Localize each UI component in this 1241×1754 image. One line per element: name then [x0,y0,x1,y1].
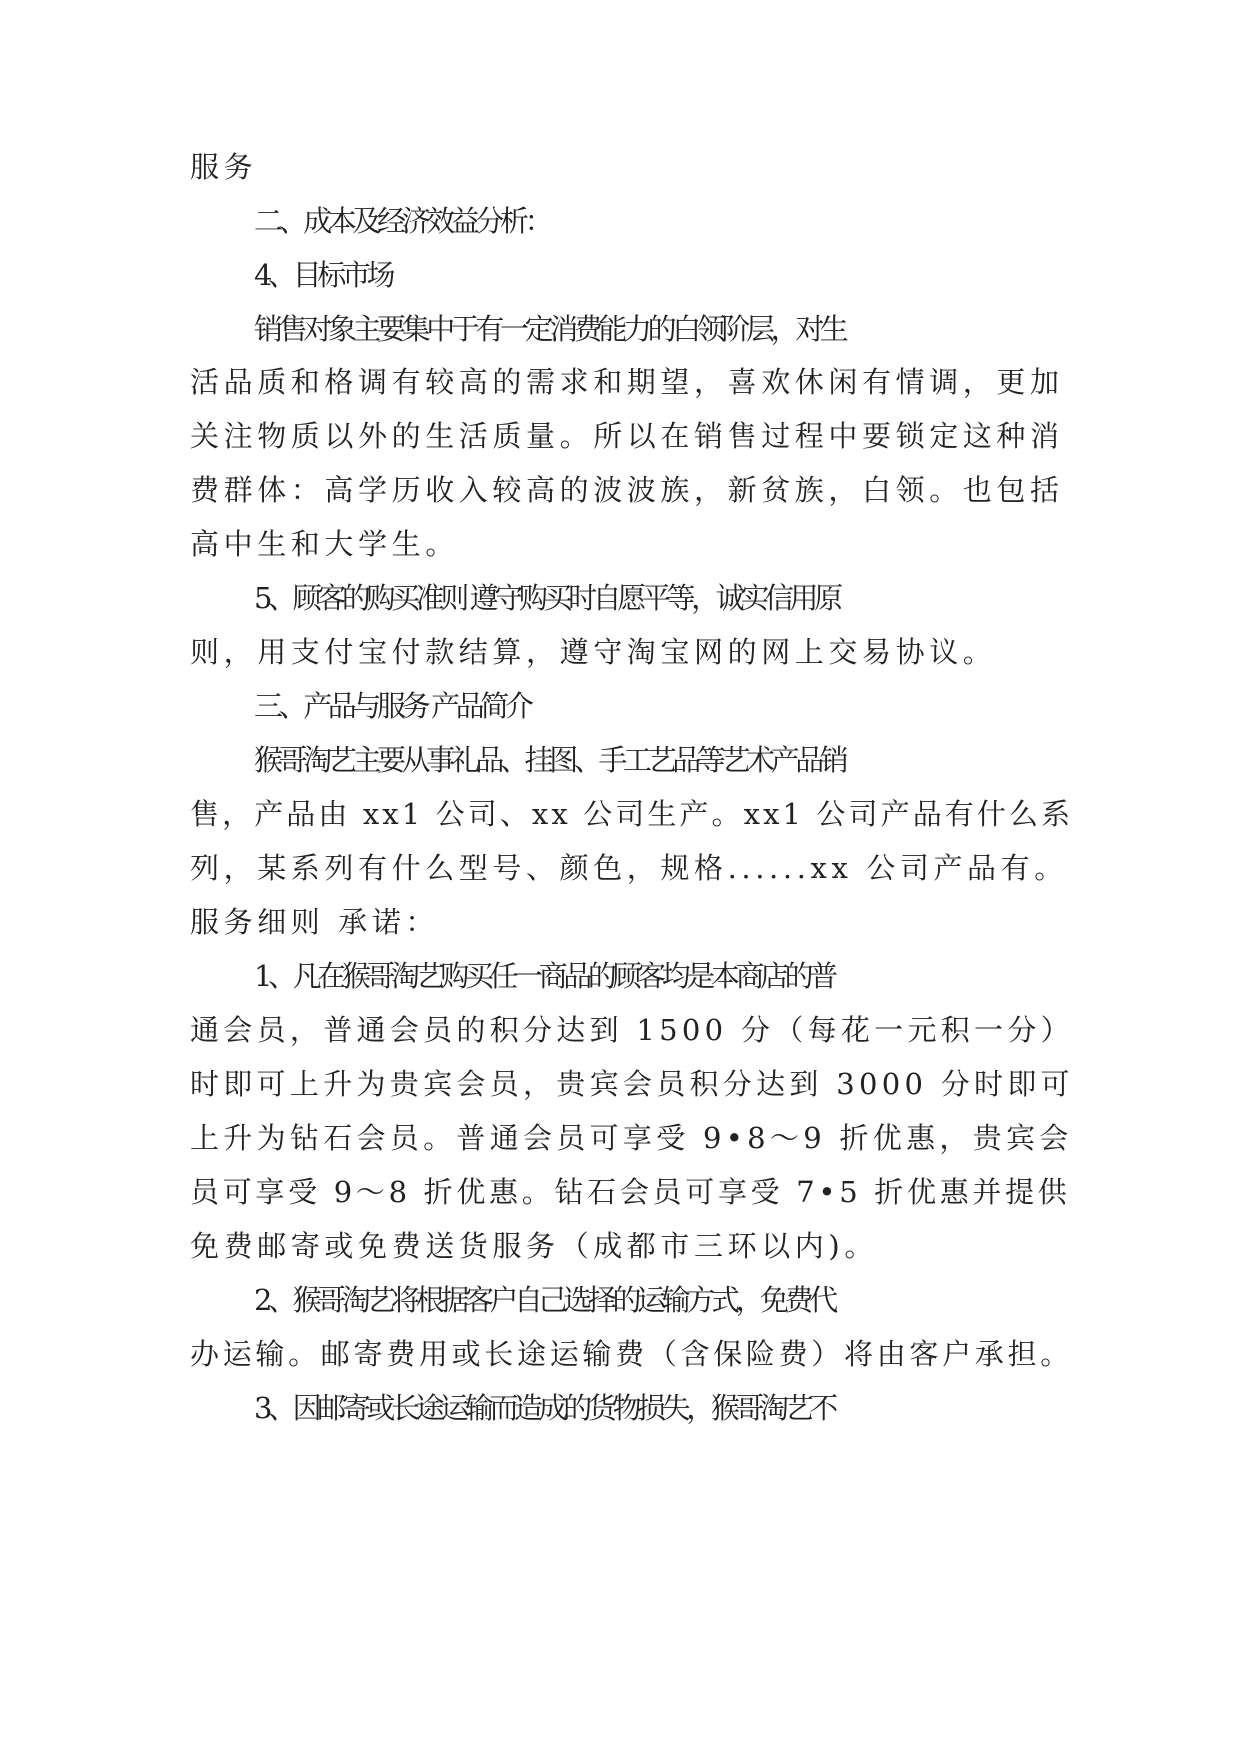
paragraph-line: 时即可上升为贵宾会员，贵宾会员积分达到 3000 分时即可 [190,1067,1074,1101]
paragraph-line: 通会员，普通会员的积分达到 1500 分（每花一元积一分） [190,1013,1074,1047]
paragraph-line: 关注物质以外的生活质量。所以在销售过程中要锁定这种消 [190,419,1064,453]
paragraph-line: 5、顾客的购买准则 遵守购买时自愿平等，诚实信用原 [254,581,839,615]
paragraph-line: 上升为钻石会员。普通会员可享受 9•8～9 折优惠，贵宾会 [190,1121,1073,1155]
paragraph-line: 2、猴哥淘艺将根据客户自己选择的运输方式，免费代 [254,1283,834,1317]
text-line: 服务 [190,150,258,184]
paragraph-line: 3、因邮寄或长途运输而造成的货物损失，猴哥淘艺不 [254,1391,834,1425]
paragraph-line: 活品质和格调有较高的需求和期望，喜欢休闲有情调，更加 [190,365,1064,399]
paragraph-line: 销售对象主要集中于有一定消费能力的白领阶层，对生 [254,312,845,346]
paragraph-line: 办运输。邮寄费用或长途运输费（含保险费）将由客户承担。 [190,1337,1073,1371]
paragraph-line: 则，用支付宝付款结算，遵守淘宝网的网上交易协议。 [190,635,997,669]
paragraph-line: 免费邮寄或免费送货服务（成都市三环以内)。 [190,1229,878,1263]
paragraph-line: 列，某系列有什么型号、颜色，规格......xx 公司产品有。 [190,851,1068,885]
section-heading: 三、产品与服务 产品简介 [254,689,530,723]
paragraph-line: 高中生和大学生。 [190,527,459,561]
section-heading: 二、成本及经济效益分析： [254,204,550,238]
paragraph-line: 猴哥淘艺主要从事礼品、挂图、手工艺品等艺术产品销 [254,743,845,777]
paragraph-line: 1、凡在猴哥淘艺购买任一商品的顾客均是本商店的普 [254,959,834,993]
paragraph-line: 员可享受 9～8 折优惠。钻石会员可享受 7•5 折优惠并提供 [190,1175,1071,1209]
paragraph-line: 费群体：高学历收入较高的波波族，新贫族，白领。也包括 [190,473,1064,507]
paragraph-line: 售，产品由 xx1 公司、xx 公司生产。xx1 公司产品有什么系 [190,797,1074,831]
subsection-heading: 4、目标市场 [254,258,392,292]
paragraph-line: 服务细则 承诺： [190,905,440,939]
